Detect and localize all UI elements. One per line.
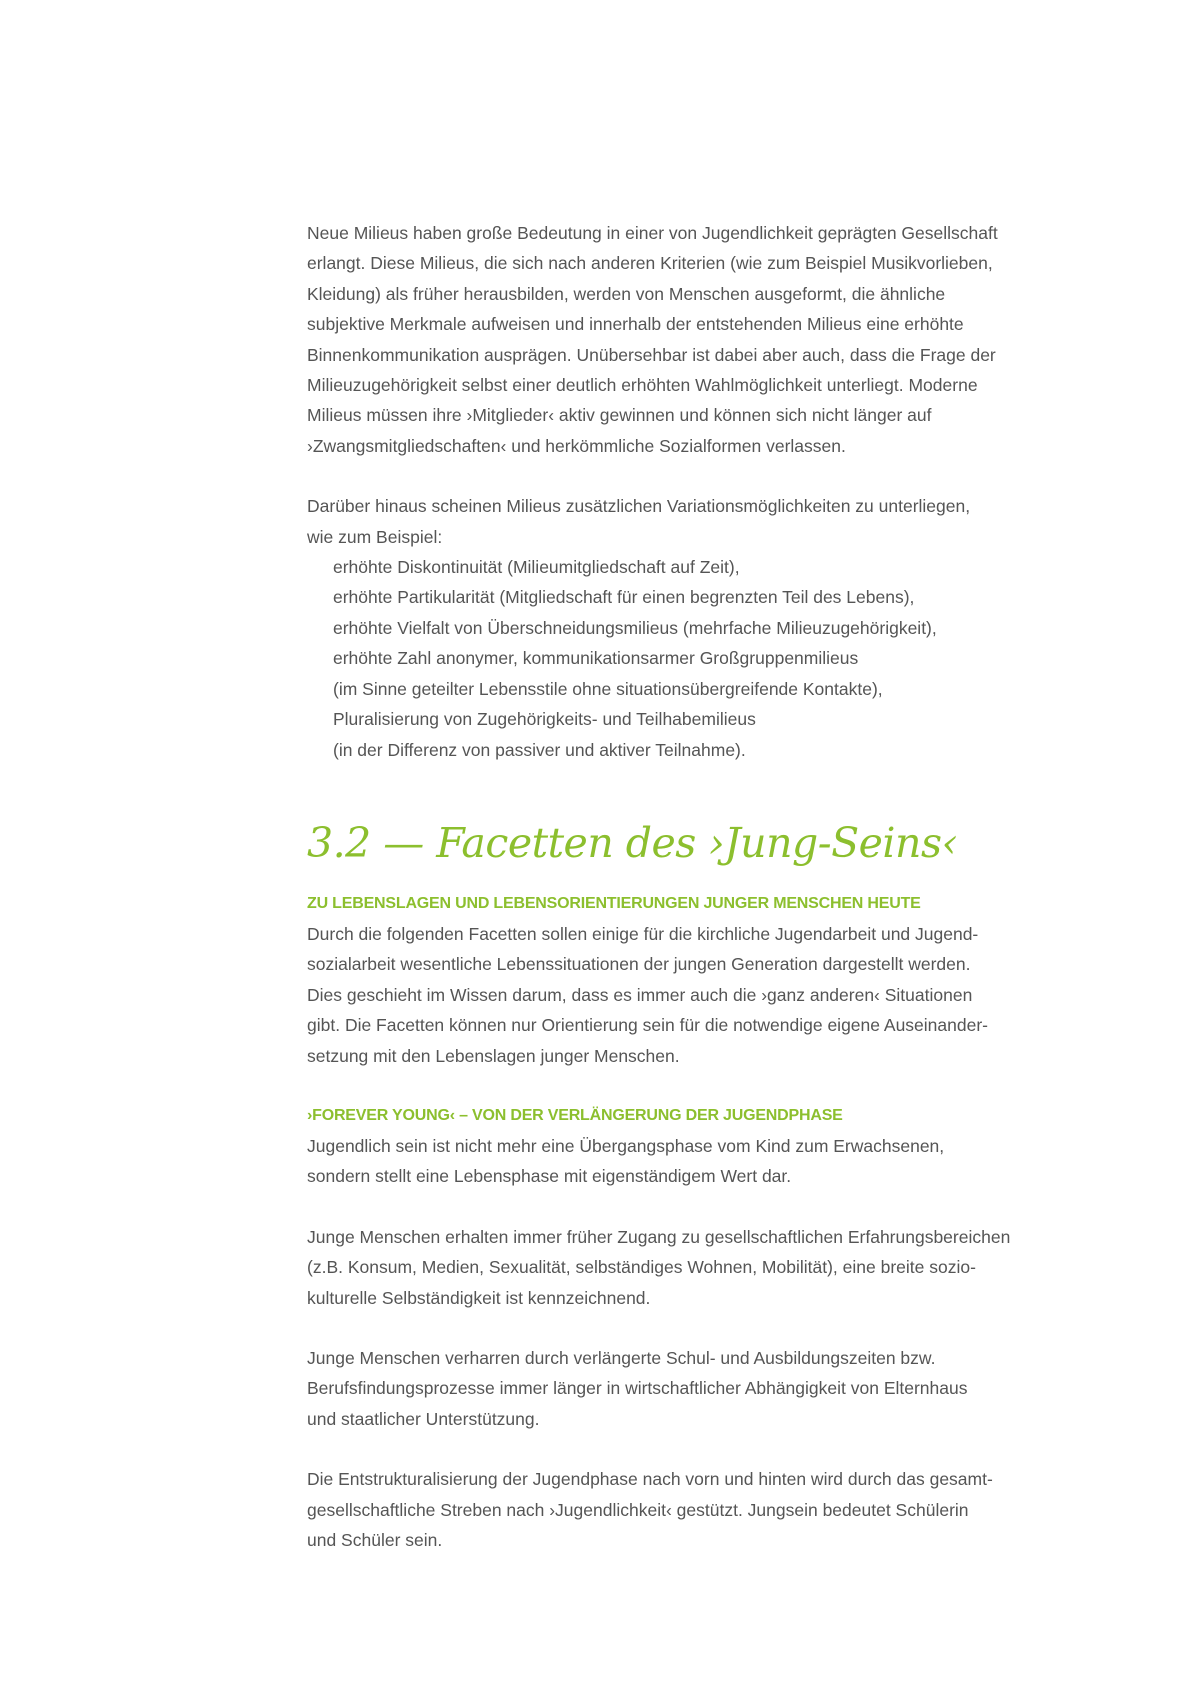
- intro-paragraph-1: Neue Milieus haben große Bedeutung in einer von Jugendlichkeit geprägten Gesellschaft erlangt. Diese Milieus, die sich nach anderen Kriterien (wie zum Beispiel Musikvorlieben, Kleidung) als früher herausbilden, werden von Menschen ausgeformt, die ähnliche subjektive Merkmale aufweisen und innerhalb der entstehenden Milieus eine erhöhte Binnenkommunikation ausprägen. Unübersehbar ist dabei aber auch, dass die Frage der Milieuzugehörigkeit selbst einer deutlich erhöhten Wahlmöglichkeit unterliegt. Moderne Milieus müssen ihre ›Mitglieder‹ aktiv gewinnen und können sich nicht länger auf ›Zwangsmitgliedschaften‹ und herkömmliche Sozialformen verlassen.: [307, 223, 998, 456]
- document-page: [307, 218, 1107, 1555]
- spacer: [307, 1313, 1107, 1343]
- spacer: [307, 1192, 1107, 1222]
- list-item: erhöhte Diskontinuität (Milieumitgliedschaft auf Zeit),: [333, 557, 740, 578]
- spacer: [307, 765, 1107, 817]
- list-item: erhöhte Vielfalt von Überschneidungsmilieus (mehrfache Milieuzugehörigkeit),: [333, 617, 937, 638]
- spacer: [307, 1071, 1107, 1101]
- spacer: [307, 461, 1107, 491]
- variation-list: [307, 552, 1107, 765]
- list-item: Pluralisierung von Zugehörigkeits- und Teilhabemilieus (in der Differenz von passiver und aktiver Teilnahme).: [333, 709, 756, 760]
- subsection-paragraph: Die Entstrukturalisierung der Jugendphase nach vorn und hinten wird durch das gesamt- gesellschaftliche Streben nach ›Jugendlichkeit‹ gestützt. Jungsein bedeutet Schülerin und Schüler sein.: [307, 1469, 993, 1550]
- spacer: [307, 869, 1107, 889]
- list-item: erhöhte Zahl anonymer, kommunikationsarmer Großgruppenmilieus (im Sinne geteilter Lebensstile ohne situationsübergreifende Kontakte),: [333, 648, 883, 699]
- intro-paragraph-2: Darüber hinaus scheinen Milieus zusätzlichen Variationsmöglichkeiten zu unterliegen, wie zum Beispiel:: [307, 496, 971, 547]
- subsection-text-1: Durch die folgenden Facetten sollen einige für die kirchliche Jugendarbeit und Jugend- sozialarbeit wesentliche Lebenssituationen der jungen Generation dargestellt werden. Dies geschieht im Wissen darum, dass es immer auch die ›ganz anderen‹ Situationen gibt. Die Facetten können nur Orientierung sein für die notwendige eigene Auseinander- setzung mit den Lebenslagen junger Menschen.: [307, 923, 988, 1066]
- subsection-title-2: ›FOREVER YOUNG‹ – VON DER VERLÄNGERUNG DER JUGENDPHASE: [307, 1106, 843, 1124]
- list-item: erhöhte Partikularität (Mitgliedschaft für einen begrenzten Teil des Lebens),: [333, 587, 915, 608]
- spacer: [307, 1434, 1107, 1464]
- section-heading: 3.2 — Facetten des ›Jung-Seins‹: [307, 818, 958, 867]
- subsection-paragraph: Junge Menschen verharren durch verlängerte Schul- und Ausbildungszeiten bzw. Berufsfindungsprozesse immer länger in wirtschaftlicher Abhängigkeit von Elternhaus und staatlicher Unterstützung.: [307, 1347, 968, 1429]
- subsection-paragraph: Junge Menschen erhalten immer früher Zugang zu gesellschaftlichen Erfahrungsbereichen (z.B. Konsum, Medien, Sexualität, selbständiges Wohnen, Mobilität), eine breite sozio- kulturelle Selbständigkeit ist kennzeichnend.: [307, 1226, 1011, 1308]
- subsection-title-1: ZU LEBENSLAGEN UND LEBENSORIENTIERUNGEN JUNGER MENSCHEN HEUTE: [307, 894, 921, 912]
- subsection-paragraph: Jugendlich sein ist nicht mehr eine Übergangsphase vom Kind zum Erwachsenen, sondern stellt eine Lebensphase mit eigenständigem Wert dar.: [307, 1135, 945, 1187]
